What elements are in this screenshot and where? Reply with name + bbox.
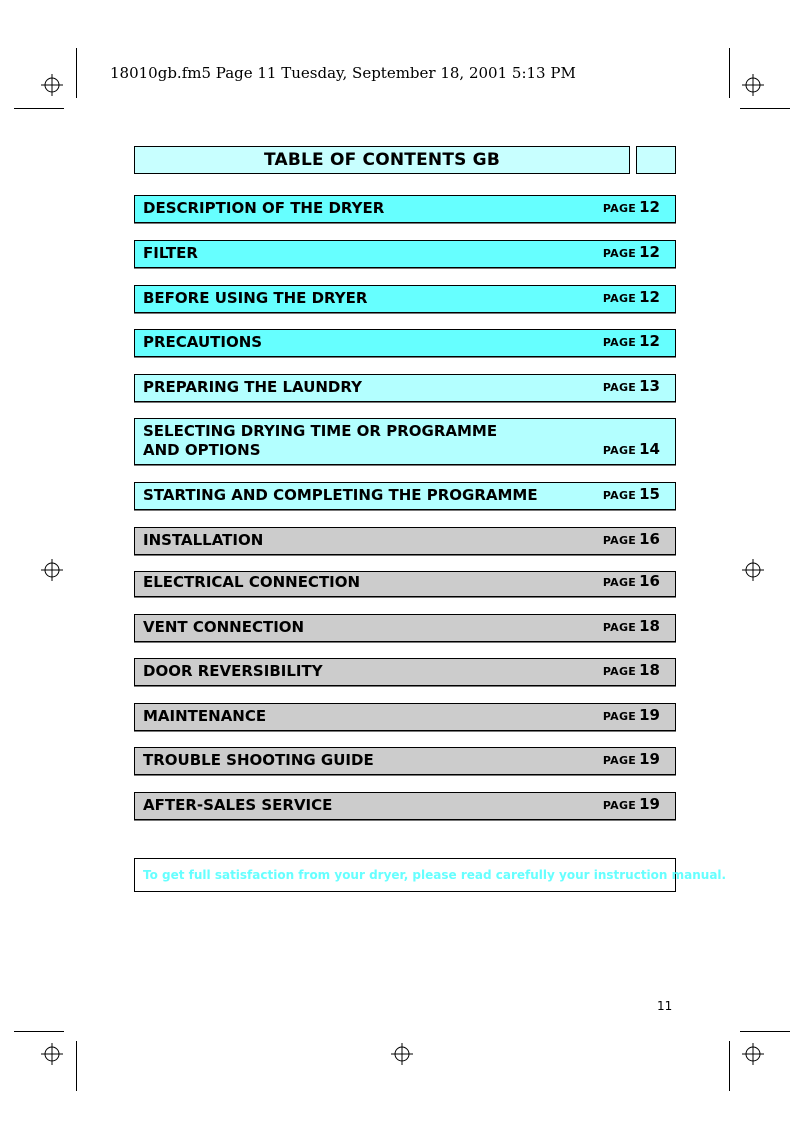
toc-entry-maintenance[interactable] bbox=[134, 703, 676, 731]
registration-mark-icon bbox=[41, 74, 63, 96]
toc-entry-before-using[interactable] bbox=[134, 285, 676, 313]
crop-mark bbox=[729, 48, 730, 98]
toc-entry-page: PAGE 12 bbox=[602, 332, 660, 350]
toc-entry-vent-connection[interactable] bbox=[134, 614, 676, 642]
toc-entry-description[interactable] bbox=[134, 195, 676, 223]
toc-entry-page: PAGE 16 bbox=[602, 530, 660, 548]
page-number: 11 bbox=[657, 999, 673, 1013]
toc-entry-page: PAGE 19 bbox=[602, 795, 660, 813]
crop-mark bbox=[729, 1041, 730, 1091]
registration-mark-icon bbox=[41, 1043, 63, 1065]
page-header: 18010gb.fm5 Page 11 Tuesday, September 18, 2001 5:13 PM bbox=[110, 64, 576, 82]
toc-entry-label: MAINTENANCE bbox=[143, 707, 267, 725]
crop-mark bbox=[14, 1031, 64, 1032]
crop-mark bbox=[76, 48, 77, 98]
toc-entry-label: PREPARING THE LAUNDRY bbox=[143, 378, 362, 396]
toc-entry-label: FILTER bbox=[143, 244, 198, 262]
toc-entry-page: PAGE 18 bbox=[602, 661, 660, 679]
registration-mark-icon bbox=[391, 1043, 413, 1065]
crop-mark bbox=[740, 1031, 790, 1032]
toc-entry-label-line2: AND OPTIONS bbox=[143, 441, 261, 459]
toc-title: TABLE OF CONTENTS GB bbox=[134, 146, 630, 174]
toc-entry-page: PAGE 18 bbox=[602, 617, 660, 635]
registration-mark-icon bbox=[742, 74, 764, 96]
toc-entry-page: PAGE 12 bbox=[602, 288, 660, 306]
toc-entry-installation[interactable] bbox=[134, 527, 676, 555]
toc-entry-label-line1: SELECTING DRYING TIME OR PROGRAMME bbox=[143, 422, 498, 440]
toc-entry-precautions[interactable] bbox=[134, 329, 676, 357]
toc-entry-page: PAGE 12 bbox=[602, 243, 660, 261]
toc-entry-page: PAGE 14 bbox=[602, 440, 660, 458]
satisfaction-note-box bbox=[134, 858, 727, 892]
toc-entry-trouble-shooting[interactable] bbox=[134, 747, 676, 775]
crop-mark bbox=[14, 108, 64, 109]
toc-entry-label: TROUBLE SHOOTING GUIDE bbox=[143, 751, 374, 769]
toc-title-side-box bbox=[636, 146, 676, 174]
toc-entry-page: PAGE 15 bbox=[602, 485, 660, 503]
toc-entry-page: PAGE 12 bbox=[602, 198, 660, 216]
toc-entry-page: PAGE 19 bbox=[602, 750, 660, 768]
toc-entry-label bbox=[143, 422, 497, 460]
toc-entry-after-sales[interactable] bbox=[134, 792, 676, 820]
toc-entry-electrical-connection[interactable] bbox=[134, 571, 676, 597]
toc-entry-label: PRECAUTIONS bbox=[143, 333, 263, 351]
toc-entry-preparing-laundry[interactable] bbox=[134, 374, 676, 402]
crop-mark bbox=[740, 108, 790, 109]
toc-entry-label: DOOR REVERSIBILITY bbox=[143, 662, 323, 680]
toc-entry-label: VENT CONNECTION bbox=[143, 618, 305, 636]
toc-entry-label: ELECTRICAL CONNECTION bbox=[143, 573, 361, 591]
toc-entry-filter[interactable] bbox=[134, 240, 676, 268]
toc-entry-selecting-drying[interactable] bbox=[134, 418, 676, 465]
toc-entry-label: AFTER-SALES SERVICE bbox=[143, 796, 333, 814]
toc-entry-starting-completing[interactable] bbox=[134, 482, 676, 510]
toc-entry-door-reversibility[interactable] bbox=[134, 658, 676, 686]
crop-mark bbox=[76, 1041, 77, 1091]
toc-entry-page: PAGE 13 bbox=[602, 377, 660, 395]
registration-mark-icon bbox=[41, 559, 63, 581]
registration-mark-icon bbox=[742, 1043, 764, 1065]
registration-mark-icon bbox=[742, 559, 764, 581]
toc-entry-page: PAGE 16 bbox=[602, 572, 660, 590]
satisfaction-note: To get full satisfaction from your dryer, please read carefully your instruction manual. bbox=[143, 868, 727, 882]
toc-entry-label: INSTALLATION bbox=[143, 531, 264, 549]
toc-entry-label: STARTING AND COMPLETING THE PROGRAMME bbox=[143, 486, 538, 504]
toc-entry-label: DESCRIPTION OF THE DRYER bbox=[143, 199, 385, 217]
toc-entry-page: PAGE 19 bbox=[602, 706, 660, 724]
toc-entry-label: BEFORE USING THE DRYER bbox=[143, 289, 368, 307]
